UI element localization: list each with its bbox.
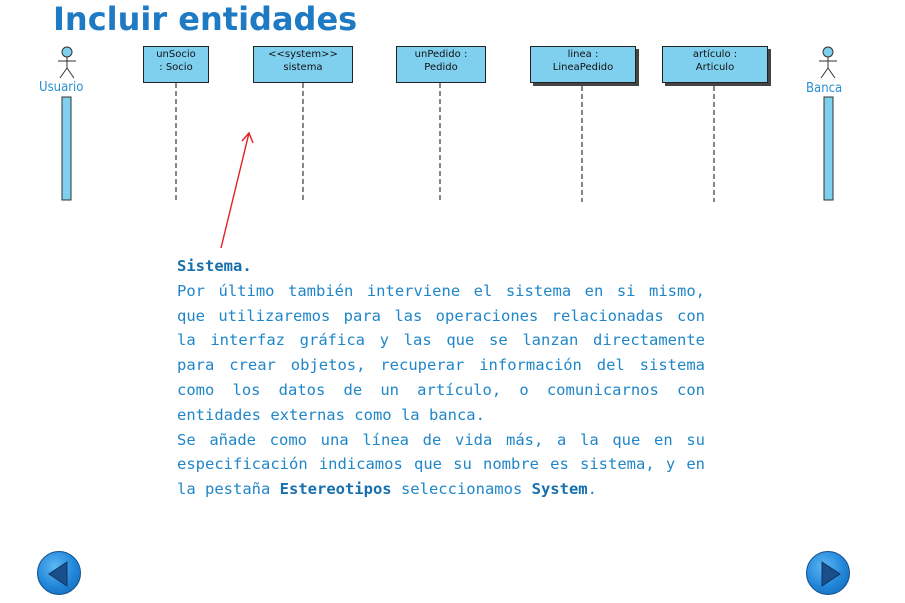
lifeline-unsocio-name: unSocio xyxy=(156,49,196,60)
actor-label-banca: Banca xyxy=(806,81,843,96)
lifeline-box-articulo xyxy=(662,46,768,83)
note-paragraph-2-middle: seleccionamos xyxy=(391,480,532,499)
activation-usuario xyxy=(62,97,71,200)
estereotipos-term: Estereotipos xyxy=(279,480,392,499)
arrow-left-icon xyxy=(38,552,82,596)
note-paragraph-2-suffix: . xyxy=(587,480,597,499)
actor-usuario-icon xyxy=(58,47,76,78)
note-paragraph-2 xyxy=(177,428,705,502)
pointer-arrow xyxy=(221,133,253,248)
note-paragraph-2-prefix: Se añade como una línea de vida más, a la que en su especificación indicamos que su nombre es sistema, y en la pestaña xyxy=(177,430,705,499)
lifeline-box-unsocio xyxy=(143,46,209,83)
lifeline-sistema-name: sistema xyxy=(283,62,323,73)
actor-banca-icon xyxy=(819,47,837,78)
lifeline-articulo-type: Articulo xyxy=(695,62,735,73)
note-text xyxy=(177,254,705,502)
lifeline-box-unpedido xyxy=(396,46,486,83)
note-heading: Sistema. xyxy=(177,257,252,275)
previous-slide-button[interactable] xyxy=(37,551,81,595)
activation-banca xyxy=(824,97,833,200)
lifeline-linea-name: linea : xyxy=(567,49,599,60)
lifeline-unpedido-name: unPedido : xyxy=(414,49,468,60)
lifeline-linea-type: LineaPedido xyxy=(552,62,614,73)
lifeline-box-linea xyxy=(530,46,636,83)
system-term: System xyxy=(531,480,588,499)
lifeline-box-sistema xyxy=(253,46,353,83)
arrow-right-icon xyxy=(807,552,851,596)
slide-title: Incluir entidades xyxy=(53,0,358,38)
lifeline-unpedido-type: Pedido xyxy=(424,62,458,73)
actor-label-usuario: Usuario xyxy=(39,80,84,95)
note-paragraph-1: Por último también interviene el sistema en si mismo, que utilizaremos para las operaciones relacionadas con la interfaz gráfica y las que se lanzan directamente para crear objetos, recuperar información del sistema como los datos de un artículo, o comunicarnos con entidades externas como la banca. xyxy=(177,281,705,424)
lifeline-articulo-name: artículo : xyxy=(692,49,738,60)
next-slide-button[interactable] xyxy=(806,551,850,595)
lifeline-unsocio-type: : Socio xyxy=(159,62,193,73)
lifeline-sistema-stereotype: <<system>> xyxy=(268,49,338,60)
